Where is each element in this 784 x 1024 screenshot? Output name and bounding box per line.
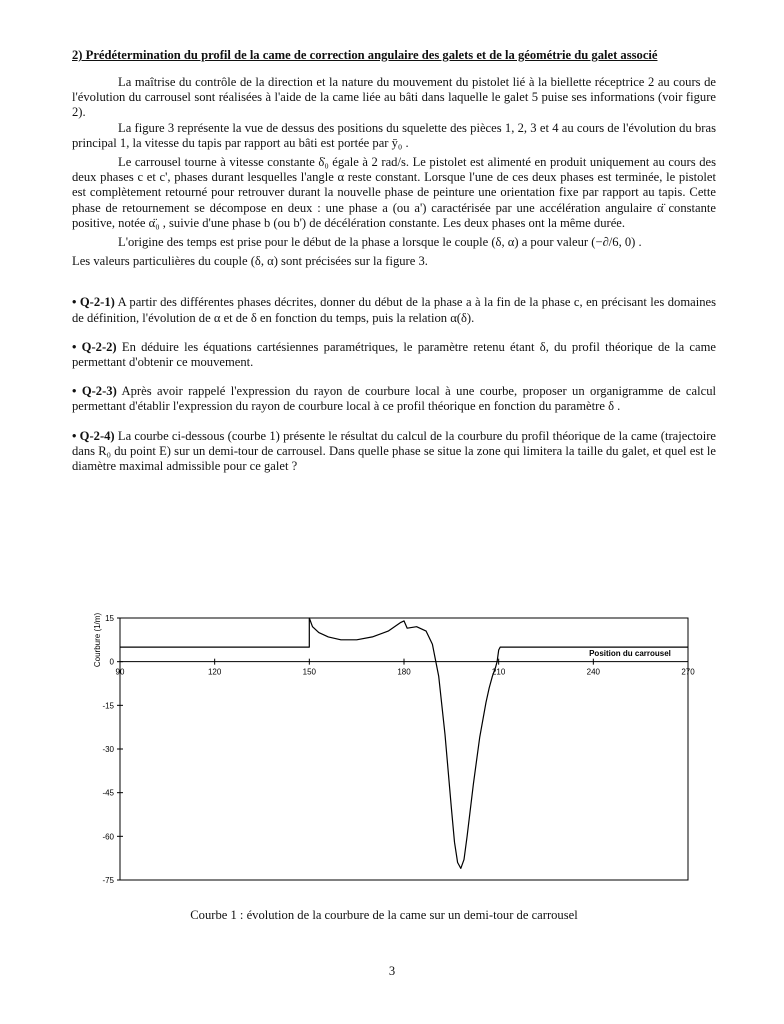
question-text: La courbe ci-dessous (courbe 1) présente le résultat du calcul de la courbure du profil théorique de la came (trajectoire dans R₀ du point E) sur un demi-tour de carrousel. Dans quelle phase se situe la zone qui limitera la taille du galet, et quel est le diamètre maximal admissible pour ce galet ? [72,428,716,474]
question-label: • Q-2-2) [72,339,117,354]
y-tick-label: -75 [102,876,114,885]
y-tick-label: 15 [105,614,114,623]
paragraph-4: L'origine des temps est prise pour le début de la phase a lorsque le couple (δ, α) a pour valeur (−∂/6, 0) . [118,235,642,250]
y-tick-label: -45 [102,788,114,798]
chart-svg [90,608,695,888]
page-number: 3 [388,964,396,978]
x-tick-label: 210 [491,667,506,677]
x-tick-label: 270 [681,667,695,677]
x-tick-label: 90 [115,667,125,677]
question-q-2-4 [72,429,716,475]
question-text: A partir des différentes phases décrites, donner du début de la phase a à la fin de la phase c, en précisant les domaines de définition, l'évolution de α et de δ en fonction du temps, puis la relation α(δ). [72,295,716,325]
paragraph-1: La maîtrise du contrôle de la direction et la nature du mouvement du pistolet lié à la biellette réceptrice 2 au cours de l'évolution du carrousel sont réalisées à l'aide de la came liée au bâti dans laquelle le galet 5 puise ses informations (voir figure 2). [72,75,716,120]
paragraph-2: La figure 3 représente la vue de dessus des positions du squelette des pièces 1, 2, 3 et 4 au cours de l'évolution du bras principal 1, la vitesse du tapis par rapport au bâti est portée par ȳ₀ . [72,120,716,150]
y-tick-label: -15 [102,701,114,711]
y-axis-label: Courbure (1/m) [93,612,102,668]
x-tick-label: 120 [207,667,222,677]
question-text: Après avoir rappelé l'expression du rayon de courbure local à une courbe, proposer un organigramme de calcul permettant d'établir l'expression du rayon de courbure local à ce profil théorique en fonction du paramètre δ . [72,384,716,414]
curvature-chart [90,608,695,888]
question-q-2-1 [72,295,716,325]
section-title: 2) Prédétermination du profil de la came de correction angulaire des galets et de la géométrie du galet associé [72,48,658,62]
x-tick-label: 150 [302,667,317,677]
y-tick-label: 0 [109,657,114,667]
x-axis-label: Position du carrousel [589,649,671,658]
question-q-2-3 [72,384,716,414]
paragraph-5: Les valeurs particulières du couple (δ, α) sont précisées sur la figure 3. [72,254,428,269]
question-q-2-2 [72,340,716,370]
question-label: • Q-2-1) [72,295,115,310]
question-label: • Q-2-4) [72,428,115,443]
question-text: En déduire les équations cartésiennes paramétriques, le paramètre retenu étant δ, du profil théorique de la came permettant d'obtenir ce mouvement. [72,339,716,370]
question-label: • Q-2-3) [72,384,117,399]
y-tick-label: -60 [102,832,114,842]
x-tick-label: 180 [397,667,411,677]
paragraph-3: Le carrousel tourne à vitesse constante δ̇₀ égale à 2 rad/s. Le pistolet est alimenté en produit uniquement au cours des deux phases c et c', phases durant lesquelles l'angle α reste constant. Lorsque l'une de ces deux phases est terminée, le pistolet est complètement retourné pour retrouver durant la nouvelle phase de peinture une orientation fixe par rapport au tapis. Cette phase de retournement se décompose en deux : une phase a (ou a') caractérisée par une accélération angulaire α̈ constante positive, notée α̈₀ , suivie d'une phase b (ou b') de décélération constante. Les deux phases ont la même durée. [72,155,716,230]
document-body [72,48,716,474]
figure-caption: Courbe 1 : évolution de la courbure de la came sur un demi-tour de carrousel [190,908,578,922]
y-tick-label: -30 [102,745,114,754]
x-tick-label: 240 [586,667,601,677]
